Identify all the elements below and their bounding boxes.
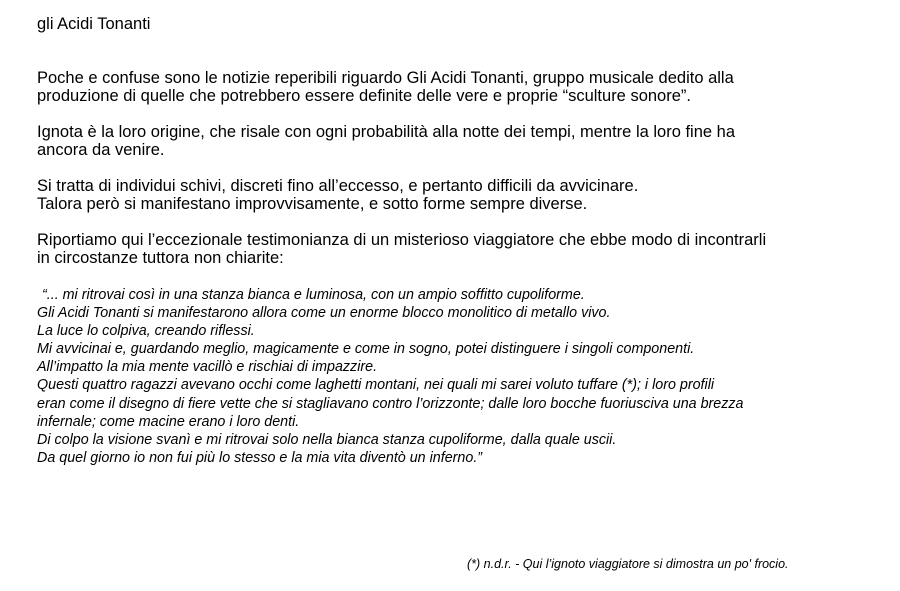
quote-line: Da quel giorno io non fui più lo stesso e la mia vita diventò un inferno.” [37,449,483,466]
text-line: Talora però si manifestano improvvisamente, e sotto forme sempre diverse. [37,195,588,213]
page-title: gli Acidi Tonanti [37,15,151,33]
quote-line: Questi quattro ragazzi avevano occhi come laghetti montani, nei quali mi sarei voluto tuffare (*); i loro profili [37,377,715,394]
paragraph [37,69,877,105]
quote-line: “... mi ritrovai così in una stanza bianca e luminosa, con un ampio soffitto cupoliforme. [42,287,585,303]
quote-line: Gli Acidi Tonanti si manifestarono allora come un enorme blocco monolitico di metallo vivo. [37,305,611,322]
text-line: Si tratta di individui schivi, discreti fino all’eccesso, e pertanto difficili da avvicinare. [37,177,639,195]
text-line: Ignota è la loro origine, che risale con ogni probabilità alla notte dei tempi, mentre la loro fine ha [37,123,736,141]
quote-line: eran come il disegno di fiere vette che si stagliavano contro l’orizzonte; dalle loro bocche fuoriusciva una brezza [37,395,744,412]
paragraph [37,177,877,213]
text-line: Poche e confuse sono le notizie reperibili riguardo Gli Acidi Tonanti, gruppo musicale dedito alla [37,69,734,87]
testimony-quote [37,286,877,467]
quote-line: infernale; come macine erano i loro denti. [37,413,300,430]
quote-line: La luce lo colpiva, creando riflessi. [37,323,255,340]
text-line: produzione di quelle che potrebbero essere definite delle vere e proprie “sculture sonore”. [37,87,691,105]
text-line: in circostanze tuttora non chiarite: [37,249,284,267]
paragraph [37,123,877,159]
quote-line: Mi avvicinai e, guardando meglio, magicamente e come in sogno, potei distinguere i singoli componenti. [37,341,695,358]
quote-line: Di colpo la visione svanì e mi ritrovai solo nella bianca stanza cupoliforme, dalla quale uscii. [37,431,617,448]
quote-line: All’impatto la mia mente vacillò e rischiai di impazzire. [37,359,378,376]
text-line: Riportiamo qui l’eccezionale testimonianza di un misterioso viaggiatore che ebbe modo di incontrarli [37,231,767,249]
paragraph [37,231,877,267]
intro-text [37,69,877,285]
text-line: ancora da venire. [37,141,165,159]
footnote: (*) n.d.r. - Qui l’ignoto viaggiatore si dimostra un po' frocio. [467,557,789,571]
